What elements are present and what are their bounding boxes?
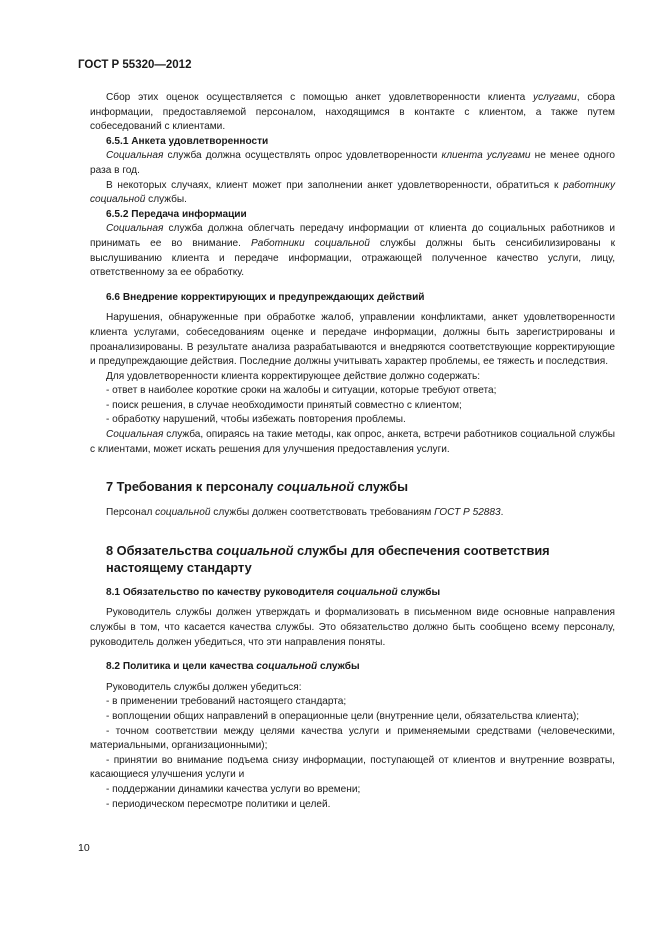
paragraph: Социальная служба, опираясь на такие методы, как опрос, анкета, встречи работников социальной службы с клиентами, может искать решения для улучшения предоставления услуги.: [90, 429, 615, 455]
page-content: [90, 91, 615, 812]
list-item: - поддержании динамики качества услуги во времени;: [106, 783, 361, 795]
section-heading-6-6: 6.6 Внедрение корректирующих и предупреждающих действий: [106, 291, 425, 303]
paragraph: Персонал социальной службы должен соответствовать требованиям ГОСТ Р 52883.: [106, 507, 504, 519]
paragraph: Для удовлетворенности клиента корректирующее действие должно содержать:: [106, 370, 481, 382]
list-item: - периодическом пересмотре политики и целей.: [106, 798, 331, 810]
paragraph: Социальная служба должна осуществлять опрос удовлетворенности клиента услугами не менее одного раза в год.: [90, 150, 616, 176]
list-item: - поиск решения, в случае необходимости принятый совместно с клиентом;: [106, 399, 462, 411]
list-item: - ответ в наиболее короткие сроки на жалобы и ситуации, которые требуют ответа;: [106, 385, 497, 397]
list-item: - воплощении общих направлений в операционные цели (внутренние цели, обязательства клиента);: [106, 711, 580, 722]
paragraph: Социальная служба должна облегчать передачу информации от клиента до социальных работников и принимать ее во внимание. Работники социальной службы должны быть сенсибилизированы к выслушиванию клиента и передаче информации, отражающей полученное качество услуги, лицу, ответственному за ее обработку.: [90, 223, 615, 279]
paragraph: Руководитель службы должен убедиться:: [106, 681, 302, 693]
page-number: 10: [78, 842, 90, 854]
section-heading-6-5-2: 6.5.2 Передача информации: [106, 208, 247, 220]
paragraph: Руководитель службы должен утверждать и формализовать в письменном виде основные направления службы в том, что касается качества службы. Это обязательство должно быть сообщено всему персоналу, руководитель должен убедиться, что эти направления поняты.: [90, 607, 615, 648]
list-item: - обработку нарушений, чтобы избежать повторения проблемы.: [106, 414, 406, 426]
paragraph: Сбор этих оценок осуществляется с помощью анкет удовлетворенности клиента услугами, сбора информации, предоставляемой персоналом, находящимся в контакте с клиентом, а также путем собеседований с клиентами.: [90, 92, 615, 133]
section-heading-8-2: 8.2 Политика и цели качества социальной службы: [106, 661, 360, 673]
paragraph: Нарушения, обнаруженные при обработке жалоб, управлении конфликтами, анкет удовлетворенности клиента услугами, собеседованиям оценке и передаче информации, должны быть зарегистрированы и проанализированы. В результате анализа разрабатываются и внедряются соответствующие корректирующие и предупреждающие действия. Последние должны учитывать характер проблемы, ее тяжесть и последствия.: [90, 312, 615, 368]
section-heading-8: 8 Обязательства социальной службы для обеспечения соответствия настоящему стандарту: [106, 542, 550, 575]
section-heading-6-5-1: 6.5.1 Анкета удовлетворенности: [106, 135, 269, 147]
document-header: ГОСТ Р 55320—2012: [78, 59, 192, 71]
list-item: - принятии во внимание подъема снизу информации, поступающей от клиентов и внутренние возвраты, касающиеся улучшения услуги и: [90, 754, 615, 781]
section-heading-7: 7 Требования к персоналу социальной службы: [106, 479, 408, 495]
paragraph: В некоторых случаях, клиент может при заполнении анкет удовлетворенности, обратиться к работнику социальной службы.: [90, 179, 615, 206]
list-item: - в применении требований настоящего стандарта;: [106, 696, 347, 708]
section-heading-8-1: 8.1 Обязательство по качеству руководителя социальной службы: [106, 586, 441, 598]
list-item: - точном соответствии между целями качества услуги и применяемыми средствами (человеческими, материальными, организационными);: [90, 725, 615, 752]
